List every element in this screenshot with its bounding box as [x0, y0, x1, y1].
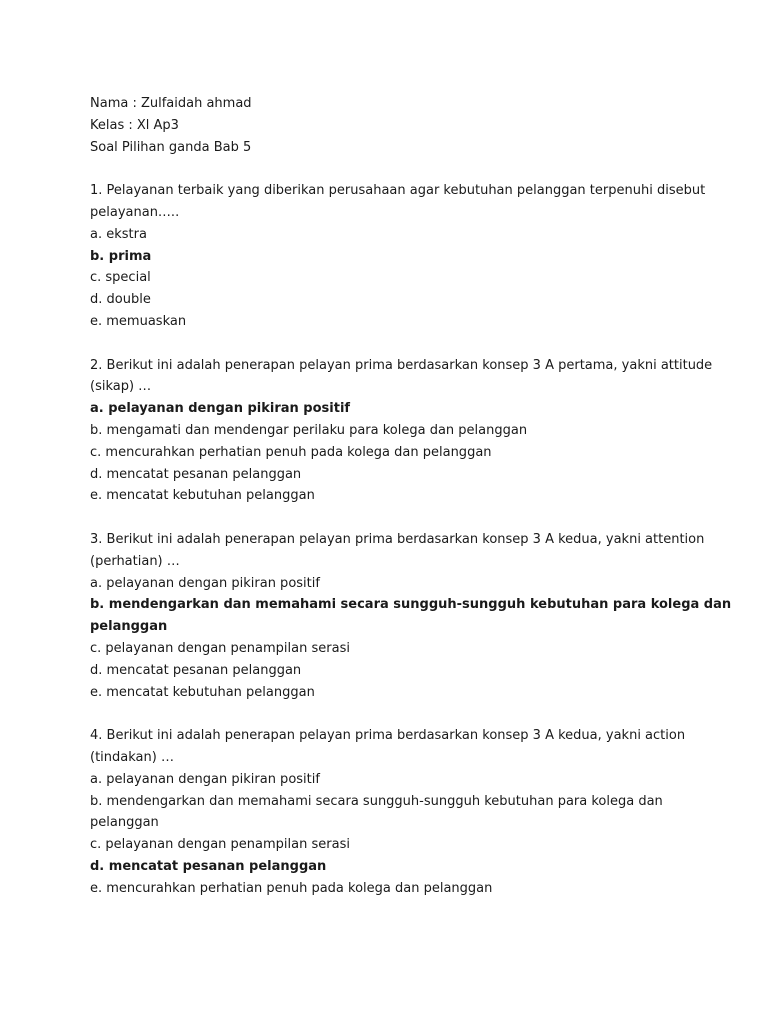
- answer-option: d. double: [90, 292, 151, 308]
- question-text-line: 4. Berikut ini adalah penerapan pelayan prima berdasarkan konsep 3 A kedua, yakni action: [90, 728, 686, 744]
- document-page: [90, 93, 732, 899]
- spacer: [90, 507, 690, 529]
- answer-option: a. pelayanan dengan pikiran positif: [90, 771, 320, 787]
- header-block: [90, 93, 690, 158]
- answer-option: d. mencatat pesanan pelanggan: [90, 466, 302, 482]
- answer-option: c. pelayanan dengan penampilan serasi: [90, 837, 350, 853]
- question-text-line: (tindakan) …: [90, 749, 174, 765]
- answer-option: a. pelayanan dengan pikiran positif: [90, 575, 320, 591]
- answer-option: e. memuaskan: [90, 313, 187, 329]
- question-text-line: (perhatian) …: [90, 553, 180, 569]
- answer-option: e. mencatat kebutuhan pelanggan: [90, 684, 315, 700]
- answer-option: c. mencurahkan perhatian penuh pada kolega dan pelanggan: [90, 444, 492, 460]
- question-text-line: 2. Berikut ini adalah penerapan pelayan prima berdasarkan konsep 3 A pertama, yakni attitude: [90, 357, 713, 373]
- document-subject: Soal Pilihan ganda Bab 5: [90, 139, 252, 155]
- question-4: [90, 725, 690, 899]
- answer-option: b. mendengarkan dan memahami secara sungguh-sungguh kebutuhan para kolega dan: [90, 793, 663, 809]
- answer-option: pelanggan: [90, 815, 159, 831]
- question-text-line: 1. Pelayanan terbaik yang diberikan perusahaan agar kebutuhan pelanggan terpenuhi disebut: [90, 183, 706, 199]
- question-3: [90, 529, 732, 703]
- answer-option-correct: pelanggan: [90, 619, 168, 635]
- question-1: [90, 180, 706, 333]
- answer-option: e. mencurahkan perhatian penuh pada kolega dan pelanggan: [90, 880, 493, 896]
- answer-option-correct: d. mencatat pesanan pelanggan: [90, 858, 327, 874]
- answer-option-correct: b. prima: [90, 248, 152, 264]
- answer-option: b. mengamati dan mendengar perilaku para kolega dan pelanggan: [90, 422, 528, 438]
- answer-option: a. ekstra: [90, 226, 147, 242]
- question-list: [90, 180, 732, 899]
- spacer: [90, 333, 690, 355]
- spacer: [90, 703, 690, 725]
- answer-option: d. mencatat pesanan pelanggan: [90, 662, 302, 678]
- answer-option-correct: b. mendengarkan dan memahami secara sungguh-sungguh kebutuhan para kolega dan: [90, 597, 732, 613]
- answer-option: c. special: [90, 270, 151, 286]
- answer-option: c. pelayanan dengan penampilan serasi: [90, 640, 350, 656]
- answer-option: e. mencatat kebutuhan pelanggan: [90, 488, 315, 504]
- student-name: Nama : Zulfaidah ahmad: [90, 96, 252, 111]
- question-text-line: pelayanan…..: [90, 204, 180, 220]
- question-text-line: 3. Berikut ini adalah penerapan pelayan prima berdasarkan konsep 3 A kedua, yakni attention: [90, 531, 705, 547]
- answer-option-correct: a. pelayanan dengan pikiran positif: [90, 401, 351, 417]
- question-text-line: (sikap) …: [90, 379, 152, 395]
- spacer: [90, 158, 690, 180]
- student-class: Kelas : Xl Ap3: [90, 117, 179, 133]
- question-2: [90, 355, 713, 508]
